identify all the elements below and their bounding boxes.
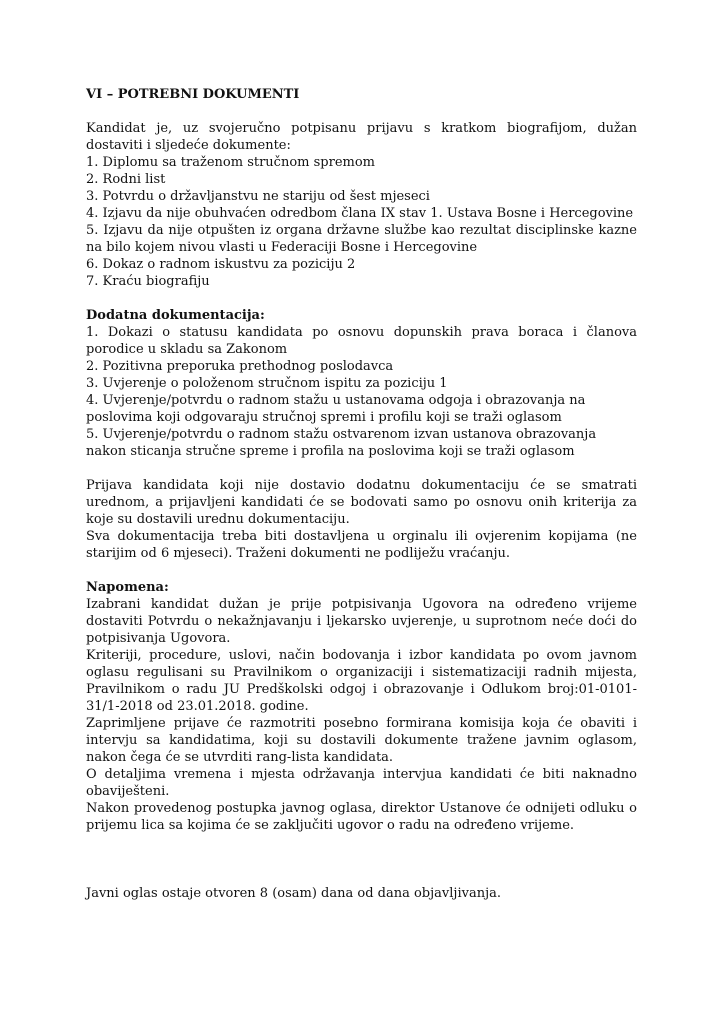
list-item: 4. Izjavu da nije obuhvaćen odredbom člana IX stav 1. Ustava Bosne i Hercegovine	[86, 206, 634, 221]
note-paragraph: Kriteriji, procedure, uslovi, način bodovanja i izbor kandidata po ovom javnom oglasu regulisani su Pravilnikom o organizaciji i sistematizaciji radnih mijesta, Pravilnikom o radu JU Predškolski odgoj i obrazovanje i Odlukom broj:01-0101-31/1-2018 od 23.01.2018. godine.	[86, 648, 637, 714]
list-item: 1. Dokazi o statusu kandidata po osnovu dopunskih prava boraca i članova porodice u skladu sa Zakonom	[86, 325, 637, 357]
note-paragraph: O detaljima vremena i mjesta održavanja intervjua kandidati će biti naknadno obaviješteni.	[86, 767, 637, 799]
application-paragraph: Prijava kandidata koji nije dostavio dodatnu dokumentaciju će se smatrati urednom, a prijavljeni kandidati će se bodovati samo po osnovu onih kriterija za koje su dostavili urednu dokumentaciju.	[86, 478, 637, 527]
intro-paragraph: Kandidat je, uz svojeručno potpisanu prijavu s kratkom biografijom, dužan dostaviti i sljedeće dokumente:	[86, 121, 637, 153]
list-item: 3. Potvrdu o državljanstvu ne stariju od šest mjeseci	[86, 189, 430, 204]
additional-docs-list	[86, 324, 637, 460]
note-paragraph: Izabrani kandidat dužan je prije potpisivanja Ugovora na određeno vrijeme dostaviti Potvrdu o nekažnjavanju i ljekarsko uvjerenje, u suprotnom neće doći do potpisivanja Ugovora.	[86, 597, 637, 646]
list-item: 4. Uvjerenje/potvrdu o radnom stažu u ustanovama odgoja i obrazovanja na poslovima koji odgovaraju stručnoj spremi i profilu koji se traži oglasom	[86, 393, 586, 425]
note-paragraph: Zaprimljene prijave će razmotriti posebno formirana komisija koja će obaviti i intervju sa kandidatima, koji su dostavili dokumente tražene javnim oglasom, nakon čega će se utvrditi rang-lista kandidata.	[86, 716, 637, 765]
list-item: 1. Diplomu sa traženom stručnom spremom	[86, 155, 376, 170]
spacer	[86, 834, 637, 885]
documents-paragraph: Sva dokumentacija treba biti dostavljena u orginalu ili ovjerenim kopijama (ne starijim od 6 mjeseci). Traženi dokumenti ne podliježu vraćanju.	[86, 529, 637, 561]
list-item: 5. Izjavu da nije otpušten iz organa državne službe kao rezultat disciplinske kazne na bilo kojem nivou vlasti u Federaciji Bosne i Hercegovine	[86, 223, 637, 255]
list-item: 2. Rodni list	[86, 172, 166, 187]
spacer	[86, 562, 637, 579]
list-item: 5. Uvjerenje/potvrdu o radnom stažu ostvarenom izvan ustanova obrazovanja nakon sticanja stručne spreme i profila na poslovima koji se traži oglasom	[86, 427, 597, 459]
list-item: 2. Pozitivna preporuka prethodnog poslodavca	[86, 359, 394, 374]
list-item: 6. Dokaz o radnom iskustvu za poziciju 2	[86, 257, 356, 272]
required-docs-list	[86, 154, 637, 290]
closing-statement: Javni oglas ostaje otvoren 8 (osam) dana od dana objavljivanja.	[86, 886, 501, 901]
note-section	[86, 596, 637, 834]
list-item: 7. Kraću biografiju	[86, 274, 210, 289]
note-title: Napomena:	[86, 580, 169, 595]
list-item: 3. Uvjerenje o položenom stručnom ispitu za poziciju 1	[86, 376, 448, 391]
spacer	[86, 460, 637, 477]
spacer	[86, 290, 637, 307]
additional-docs-title: Dodatna dokumentacija:	[86, 308, 265, 323]
note-paragraph: Nakon provedenog postupka javnog oglasa, direktor Ustanove će odnijeti odluku o prijemu lica sa kojima će se zaključiti ugovor o radu na određeno vrijeme.	[86, 801, 637, 833]
section-title: VI – POTREBNI DOKUMENTI	[86, 87, 300, 102]
spacer	[86, 103, 637, 120]
